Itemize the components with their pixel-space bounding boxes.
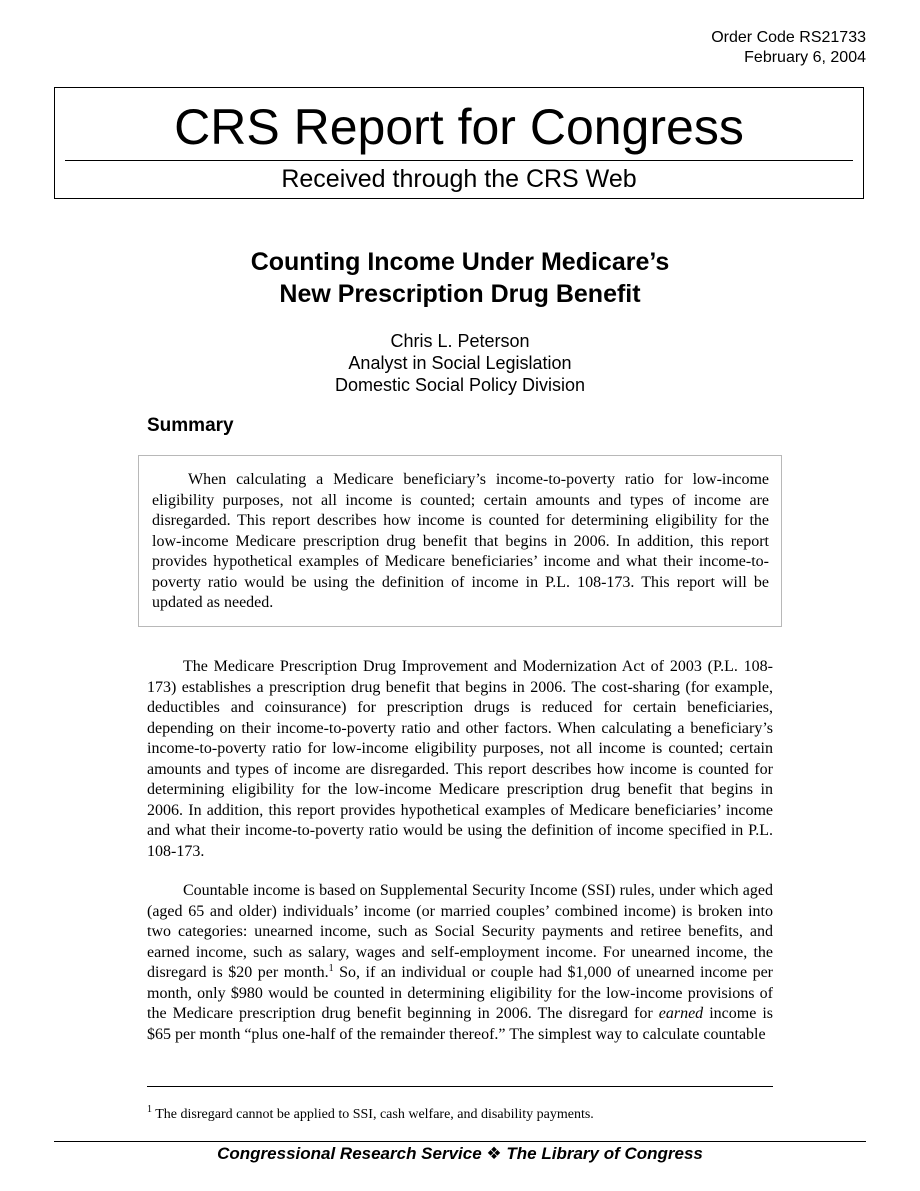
crs-banner	[54, 87, 864, 199]
paragraph-2-text-c: income is $65 per month “plus one-half of the remainder thereof.” The simplest way to calculate countable	[147, 1005, 774, 1043]
footnote-divider	[147, 1086, 773, 1087]
author-block	[0, 330, 920, 396]
footer-crs: Congressional Research Service	[217, 1144, 482, 1163]
order-code: Order Code RS21733	[711, 29, 866, 46]
report-title	[0, 246, 920, 310]
emphasis-earned: earned	[658, 1005, 704, 1022]
report-title-line-2: New Prescription Drug Benefit	[279, 280, 641, 308]
banner-divider	[65, 160, 853, 161]
summary-heading: Summary	[147, 415, 234, 436]
summary-text: When calculating a Medicare beneficiary’s income-to-poverty ratio for low-income eligibility purposes, not all income is counted; certain amounts and types of income are disregarded. This report describes how income is counted for determining eligibility for the low-income Medicare prescription drug benefit that begins in 2006. In addition, this report provides hypothetical examples of Medicare beneficiaries’ income and what their income-to-poverty ratio would be using the definition of income in P.L. 108-173. This report will be updated as needed.	[152, 471, 769, 611]
paragraph-2-text-b: So, if an individual or couple had $1,000 of unearned income per month, only $980 would be counted in determining eligibility for the low-income provisions of the Medicare prescription drug benefit beginning in 2006. The disregard for	[147, 964, 773, 1022]
author-name: Chris L. Peterson	[390, 331, 530, 351]
footer-library: The Library of Congress	[506, 1144, 703, 1163]
paragraph-2-text-a: Countable income is based on Supplemental Security Income (SSI) rules, under which aged (aged 65 and older) individuals’ income (or married couples’ combined income) is broken into two categories: unearned income, such as Social Security payments and retiree benefits, and earned income, such as salary, wages and self-employment income. For unearned income, the disregard is $20 per month.	[147, 882, 773, 981]
order-info	[711, 28, 866, 68]
body-paragraph-1: The Medicare Prescription Drug Improvement and Modernization Act of 2003 (P.L. 108-173) establishes a prescription drug benefit that begins in 2006. The cost-sharing (for example, deductibles and coinsurance) for prescription drugs is reduced for certain beneficiaries, depending on their income-to-poverty ratio and other factors. When calculating a beneficiary’s income-to-poverty ratio for low-income eligibility purposes, not all income is counted; certain amounts and types of income are disregarded. This report describes how income is counted for determining eligibility for the low-income Medicare prescription drug benefit that begins in 2006. In addition, this report provides hypothetical examples of Medicare beneficiaries’ income and what their income-to-poverty ratio would be using the definition of income specified in P.L. 108-173.	[147, 658, 773, 860]
summary-box	[138, 455, 782, 627]
footnote-text: The disregard cannot be applied to SSI, cash welfare, and disability payments.	[152, 1107, 594, 1122]
banner-subtitle: Received through the CRS Web	[281, 165, 637, 193]
author-position: Analyst in Social Legislation	[348, 353, 572, 373]
page-footer	[0, 1143, 920, 1165]
footer-separator-icon: ❖	[486, 1144, 502, 1163]
footer-divider	[54, 1141, 866, 1142]
footnote-reference[interactable]: 1	[328, 963, 334, 974]
footnote-number: 1	[147, 1104, 152, 1115]
author-division: Domestic Social Policy Division	[334, 375, 586, 395]
footnote	[147, 1106, 773, 1124]
banner-title: CRS Report for Congress	[174, 99, 744, 155]
body-paragraph-2	[147, 881, 773, 1045]
report-title-line-1: Counting Income Under Medicare’s	[250, 248, 670, 276]
report-date: February 6, 2004	[744, 49, 866, 66]
